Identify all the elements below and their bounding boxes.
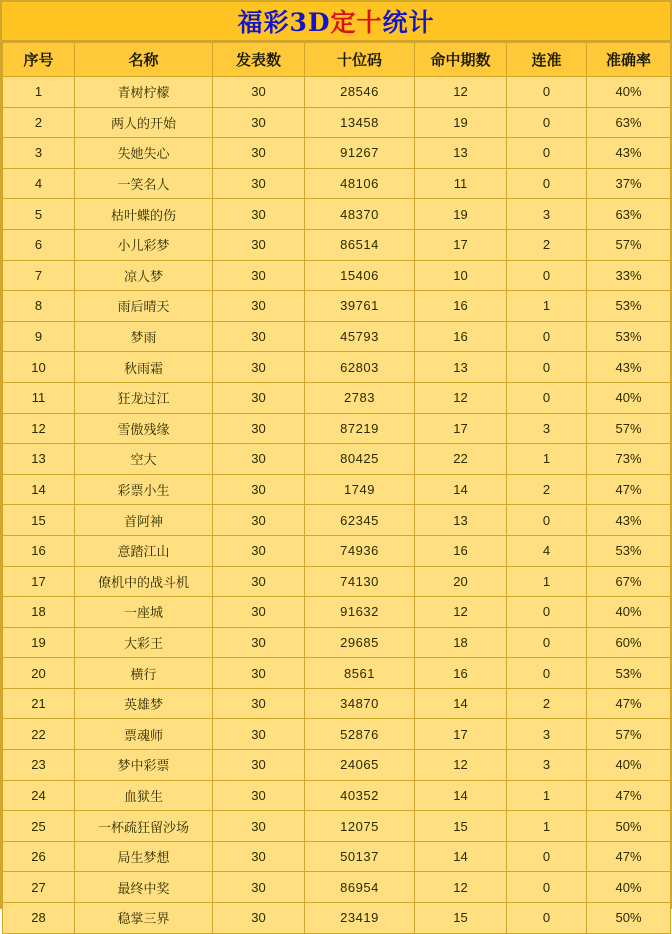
cell-tens-code: 74130 — [305, 566, 415, 597]
cell-hit-periods: 17 — [415, 413, 507, 444]
column-header-name: 名称 — [75, 43, 213, 77]
cell-index: 15 — [3, 505, 75, 536]
cell-index: 2 — [3, 107, 75, 138]
page-title-prefix: 福彩3D — [237, 8, 331, 37]
cell-streak: 1 — [507, 444, 587, 475]
cell-index: 25 — [3, 811, 75, 842]
cell-name: 一杯疏狂留沙场 — [75, 811, 213, 842]
cell-tens-code: 86954 — [305, 872, 415, 903]
cell-accuracy: 53% — [587, 321, 671, 352]
table-body — [3, 77, 671, 934]
table-row — [3, 688, 671, 719]
cell-publish-count: 30 — [213, 444, 305, 475]
table-row — [3, 199, 671, 230]
cell-streak: 0 — [507, 77, 587, 108]
cell-streak: 0 — [507, 138, 587, 169]
cell-publish-count: 30 — [213, 352, 305, 383]
cell-streak: 2 — [507, 688, 587, 719]
cell-streak: 1 — [507, 811, 587, 842]
cell-publish-count: 30 — [213, 750, 305, 781]
cell-index: 8 — [3, 291, 75, 322]
cell-index: 20 — [3, 658, 75, 689]
table-row — [3, 750, 671, 781]
cell-accuracy: 50% — [587, 903, 671, 934]
table-row — [3, 841, 671, 872]
column-header-tens-code: 十位码 — [305, 43, 415, 77]
cell-tens-code: 13458 — [305, 107, 415, 138]
cell-index: 21 — [3, 688, 75, 719]
table-row — [3, 107, 671, 138]
table-row — [3, 352, 671, 383]
cell-accuracy: 47% — [587, 841, 671, 872]
page-title-suffix: 统计 — [382, 8, 435, 37]
cell-name: 小儿彩梦 — [75, 229, 213, 260]
cell-tens-code: 91267 — [305, 138, 415, 169]
cell-hit-periods: 12 — [415, 750, 507, 781]
cell-publish-count: 30 — [213, 260, 305, 291]
cell-name: 僚机中的战斗机 — [75, 566, 213, 597]
cell-tens-code: 8561 — [305, 658, 415, 689]
cell-streak: 0 — [507, 107, 587, 138]
table-row — [3, 321, 671, 352]
cell-publish-count: 30 — [213, 688, 305, 719]
cell-publish-count: 30 — [213, 505, 305, 536]
cell-accuracy: 47% — [587, 474, 671, 505]
cell-streak: 0 — [507, 658, 587, 689]
cell-name: 彩票小生 — [75, 474, 213, 505]
cell-publish-count: 30 — [213, 107, 305, 138]
table-row — [3, 291, 671, 322]
cell-tens-code: 80425 — [305, 444, 415, 475]
cell-hit-periods: 16 — [415, 291, 507, 322]
cell-tens-code: 45793 — [305, 321, 415, 352]
cell-accuracy: 47% — [587, 780, 671, 811]
cell-tens-code: 87219 — [305, 413, 415, 444]
cell-publish-count: 30 — [213, 291, 305, 322]
cell-hit-periods: 14 — [415, 688, 507, 719]
table-row — [3, 903, 671, 934]
cell-accuracy: 53% — [587, 291, 671, 322]
cell-hit-periods: 14 — [415, 474, 507, 505]
cell-tens-code: 23419 — [305, 903, 415, 934]
table-row — [3, 382, 671, 413]
cell-accuracy: 73% — [587, 444, 671, 475]
cell-tens-code: 48370 — [305, 199, 415, 230]
cell-publish-count: 30 — [213, 138, 305, 169]
cell-accuracy: 50% — [587, 811, 671, 842]
cell-index: 26 — [3, 841, 75, 872]
column-header-index: 序号 — [3, 43, 75, 77]
cell-streak: 0 — [507, 505, 587, 536]
cell-name: 局生梦想 — [75, 841, 213, 872]
cell-accuracy: 57% — [587, 413, 671, 444]
table-row — [3, 444, 671, 475]
cell-tens-code: 29685 — [305, 627, 415, 658]
cell-accuracy: 63% — [587, 199, 671, 230]
cell-publish-count: 30 — [213, 77, 305, 108]
cell-accuracy: 40% — [587, 750, 671, 781]
cell-publish-count: 30 — [213, 597, 305, 628]
cell-name: 稳掌三界 — [75, 903, 213, 934]
cell-name: 票魂师 — [75, 719, 213, 750]
table-row — [3, 566, 671, 597]
cell-name: 梦雨 — [75, 321, 213, 352]
cell-name: 凉人梦 — [75, 260, 213, 291]
table-row — [3, 627, 671, 658]
cell-hit-periods: 15 — [415, 811, 507, 842]
cell-publish-count: 30 — [213, 413, 305, 444]
cell-tens-code: 39761 — [305, 291, 415, 322]
cell-tens-code: 40352 — [305, 780, 415, 811]
cell-publish-count: 30 — [213, 474, 305, 505]
cell-streak: 0 — [507, 260, 587, 291]
cell-streak: 0 — [507, 841, 587, 872]
cell-hit-periods: 14 — [415, 780, 507, 811]
cell-hit-periods: 13 — [415, 505, 507, 536]
cell-tens-code: 48106 — [305, 168, 415, 199]
cell-index: 3 — [3, 138, 75, 169]
cell-tens-code: 12075 — [305, 811, 415, 842]
cell-streak: 3 — [507, 199, 587, 230]
cell-accuracy: 33% — [587, 260, 671, 291]
cell-name: 青树柠檬 — [75, 77, 213, 108]
cell-accuracy: 43% — [587, 505, 671, 536]
cell-tens-code: 86514 — [305, 229, 415, 260]
cell-accuracy: 57% — [587, 229, 671, 260]
cell-streak: 0 — [507, 382, 587, 413]
cell-publish-count: 30 — [213, 321, 305, 352]
cell-name: 英雄梦 — [75, 688, 213, 719]
cell-accuracy: 43% — [587, 352, 671, 383]
cell-accuracy: 40% — [587, 77, 671, 108]
cell-hit-periods: 12 — [415, 872, 507, 903]
cell-name: 一笑名人 — [75, 168, 213, 199]
cell-publish-count: 30 — [213, 780, 305, 811]
cell-publish-count: 30 — [213, 229, 305, 260]
cell-publish-count: 30 — [213, 841, 305, 872]
cell-name: 失她失心 — [75, 138, 213, 169]
table-row — [3, 474, 671, 505]
cell-name: 空大 — [75, 444, 213, 475]
cell-accuracy: 37% — [587, 168, 671, 199]
table-header-row — [3, 43, 671, 77]
table-row — [3, 505, 671, 536]
cell-publish-count: 30 — [213, 535, 305, 566]
cell-streak: 1 — [507, 780, 587, 811]
table-row — [3, 597, 671, 628]
cell-index: 19 — [3, 627, 75, 658]
cell-accuracy: 47% — [587, 688, 671, 719]
cell-name: 首阿神 — [75, 505, 213, 536]
cell-name: 一座城 — [75, 597, 213, 628]
cell-publish-count: 30 — [213, 382, 305, 413]
cell-tens-code: 91632 — [305, 597, 415, 628]
cell-publish-count: 30 — [213, 627, 305, 658]
cell-accuracy: 40% — [587, 872, 671, 903]
page-title-highlight: 定十 — [330, 8, 383, 37]
cell-tens-code: 52876 — [305, 719, 415, 750]
cell-streak: 0 — [507, 321, 587, 352]
table-row — [3, 77, 671, 108]
table-row — [3, 780, 671, 811]
cell-index: 23 — [3, 750, 75, 781]
cell-hit-periods: 19 — [415, 199, 507, 230]
cell-hit-periods: 12 — [415, 382, 507, 413]
table-row — [3, 872, 671, 903]
stats-table — [2, 42, 671, 934]
cell-hit-periods: 15 — [415, 903, 507, 934]
cell-tens-code: 62345 — [305, 505, 415, 536]
cell-tens-code: 1749 — [305, 474, 415, 505]
cell-index: 9 — [3, 321, 75, 352]
cell-publish-count: 30 — [213, 903, 305, 934]
cell-accuracy: 53% — [587, 658, 671, 689]
table-container — [2, 42, 670, 934]
column-header-accuracy: 准确率 — [587, 43, 671, 77]
cell-index: 24 — [3, 780, 75, 811]
cell-index: 7 — [3, 260, 75, 291]
cell-streak: 2 — [507, 474, 587, 505]
cell-hit-periods: 18 — [415, 627, 507, 658]
cell-hit-periods: 19 — [415, 107, 507, 138]
cell-hit-periods: 17 — [415, 719, 507, 750]
table-row — [3, 535, 671, 566]
cell-tens-code: 2783 — [305, 382, 415, 413]
cell-publish-count: 30 — [213, 199, 305, 230]
cell-streak: 2 — [507, 229, 587, 260]
cell-index: 17 — [3, 566, 75, 597]
table-row — [3, 260, 671, 291]
cell-hit-periods: 16 — [415, 535, 507, 566]
cell-hit-periods: 20 — [415, 566, 507, 597]
page-title — [237, 3, 434, 39]
cell-name: 大彩王 — [75, 627, 213, 658]
cell-publish-count: 30 — [213, 872, 305, 903]
cell-hit-periods: 11 — [415, 168, 507, 199]
cell-name: 意踏江山 — [75, 535, 213, 566]
cell-index: 6 — [3, 229, 75, 260]
cell-name: 最终中奖 — [75, 872, 213, 903]
table-row — [3, 413, 671, 444]
cell-accuracy: 63% — [587, 107, 671, 138]
cell-tens-code: 50137 — [305, 841, 415, 872]
cell-name: 秋雨霜 — [75, 352, 213, 383]
cell-streak: 3 — [507, 413, 587, 444]
cell-accuracy: 60% — [587, 627, 671, 658]
cell-index: 27 — [3, 872, 75, 903]
cell-tens-code: 62803 — [305, 352, 415, 383]
cell-streak: 3 — [507, 719, 587, 750]
cell-hit-periods: 13 — [415, 352, 507, 383]
cell-accuracy: 40% — [587, 382, 671, 413]
cell-accuracy: 40% — [587, 597, 671, 628]
cell-streak: 0 — [507, 597, 587, 628]
cell-name: 梦中彩票 — [75, 750, 213, 781]
cell-name: 雪傲残缘 — [75, 413, 213, 444]
cell-publish-count: 30 — [213, 566, 305, 597]
cell-hit-periods: 12 — [415, 597, 507, 628]
cell-hit-periods: 12 — [415, 77, 507, 108]
cell-index: 11 — [3, 382, 75, 413]
cell-index: 5 — [3, 199, 75, 230]
cell-name: 两人的开始 — [75, 107, 213, 138]
table-row — [3, 229, 671, 260]
cell-index: 18 — [3, 597, 75, 628]
cell-index: 4 — [3, 168, 75, 199]
column-header-streak: 连准 — [507, 43, 587, 77]
cell-index: 16 — [3, 535, 75, 566]
cell-streak: 3 — [507, 750, 587, 781]
cell-publish-count: 30 — [213, 811, 305, 842]
column-header-hit-periods: 命中期数 — [415, 43, 507, 77]
cell-accuracy: 43% — [587, 138, 671, 169]
cell-accuracy: 57% — [587, 719, 671, 750]
table-row — [3, 719, 671, 750]
cell-streak: 0 — [507, 352, 587, 383]
table-row — [3, 811, 671, 842]
cell-name: 血狱生 — [75, 780, 213, 811]
column-header-publish-count: 发表数 — [213, 43, 305, 77]
cell-publish-count: 30 — [213, 658, 305, 689]
cell-streak: 0 — [507, 627, 587, 658]
cell-index: 22 — [3, 719, 75, 750]
cell-name: 狂龙过江 — [75, 382, 213, 413]
cell-index: 14 — [3, 474, 75, 505]
cell-tens-code: 28546 — [305, 77, 415, 108]
cell-hit-periods: 17 — [415, 229, 507, 260]
cell-hit-periods: 16 — [415, 658, 507, 689]
cell-hit-periods: 13 — [415, 138, 507, 169]
cell-hit-periods: 10 — [415, 260, 507, 291]
cell-tens-code: 74936 — [305, 535, 415, 566]
cell-streak: 1 — [507, 566, 587, 597]
cell-accuracy: 67% — [587, 566, 671, 597]
table-row — [3, 168, 671, 199]
cell-publish-count: 30 — [213, 719, 305, 750]
cell-accuracy: 53% — [587, 535, 671, 566]
cell-tens-code: 15406 — [305, 260, 415, 291]
cell-tens-code: 24065 — [305, 750, 415, 781]
cell-hit-periods: 16 — [415, 321, 507, 352]
cell-streak: 0 — [507, 872, 587, 903]
cell-index: 13 — [3, 444, 75, 475]
cell-name: 横行 — [75, 658, 213, 689]
cell-streak: 0 — [507, 168, 587, 199]
title-bar — [2, 2, 670, 42]
cell-streak: 4 — [507, 535, 587, 566]
cell-streak: 1 — [507, 291, 587, 322]
cell-streak: 0 — [507, 903, 587, 934]
cell-index: 28 — [3, 903, 75, 934]
cell-name: 雨后晴天 — [75, 291, 213, 322]
cell-publish-count: 30 — [213, 168, 305, 199]
cell-index: 1 — [3, 77, 75, 108]
table-row — [3, 138, 671, 169]
cell-index: 12 — [3, 413, 75, 444]
table-row — [3, 658, 671, 689]
cell-tens-code: 34870 — [305, 688, 415, 719]
cell-index: 10 — [3, 352, 75, 383]
cell-hit-periods: 14 — [415, 841, 507, 872]
cell-hit-periods: 22 — [415, 444, 507, 475]
cell-name: 枯叶蝶的伤 — [75, 199, 213, 230]
